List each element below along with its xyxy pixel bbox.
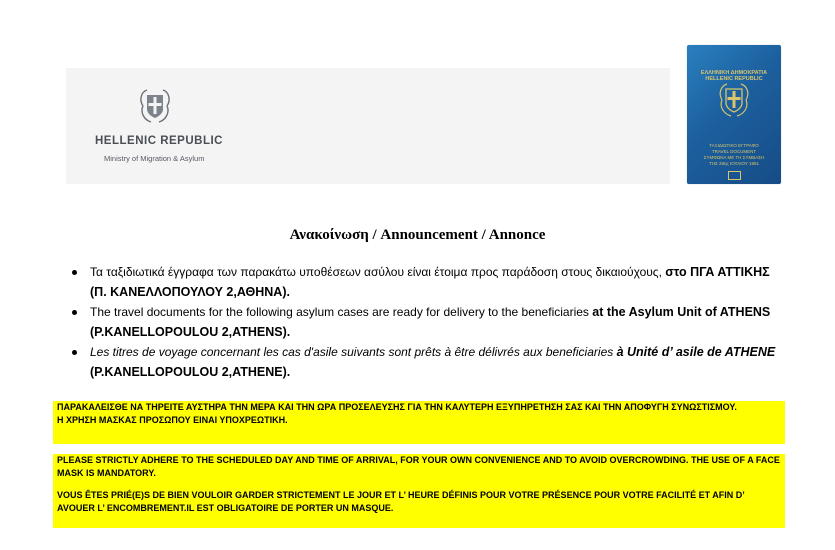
list-item-french xyxy=(72,343,782,382)
biometric-chip-icon xyxy=(728,171,741,180)
greek-coat-of-arms-icon xyxy=(135,86,175,126)
announcement-list xyxy=(72,263,782,383)
list-item-english xyxy=(72,303,782,342)
passport-text: ΤΗΣ 28ης ΙΟΥΛΙΟΥ 1951 xyxy=(708,161,760,166)
announcement-title: Ανακοίνωση / Announcement / Annonce xyxy=(289,227,546,243)
passport-text: TRAVEL DOCUMENT xyxy=(711,149,757,154)
passport-emblem-icon xyxy=(714,80,754,120)
greek-location: στο ΠΓΑ ΑΤΤΙΚΗΣ (Π. ΚΑΝΕΛΛΟΠΟΥΛΟΥ 2,ΑΘΗΝΑ). xyxy=(90,265,770,299)
passport-text: ΤΑΞΙΔΙΩΤΙΚΟ ΕΓΓΡΑΦΟ xyxy=(709,143,759,148)
english-french-notice xyxy=(53,454,785,528)
bullet-icon xyxy=(72,310,77,315)
passport-image xyxy=(687,45,781,184)
passport-text: ΣΥΜΦΩΝΑ ΜΕ ΤΗ ΣΥΜΒΑΣΗ xyxy=(703,155,765,160)
french-notice: VOUS ÊTES PRIÉ(E)S DE BIEN VOULOIR GARDER STRICTEMENT LE JOUR ET L’ HEURE DÉFINIS POUR VOTRE PRÉSENCE POUR VOTRE FACILITÉ ET AFIN D’ AVOUER L’ ENCOMBREMENT.IL EST OBLIGATOIRE DE PORTER UN MASQUE. xyxy=(57,490,745,513)
french-text: Les titres de voyage concernant les cas d'asile suivants sont prêts à être délivrés aux beneficiaries xyxy=(90,345,617,359)
english-text: The travel documents for the following asylum cases are ready for delivery to the beneficiaries xyxy=(90,305,593,319)
bullet-icon xyxy=(72,350,77,355)
greek-text: Τα ταξιδιωτικά έγγραφα των παρακάτω υποθέσεων ασύλου είναι έτοιμα προς παράδοση στους δικαιούχους, xyxy=(90,265,666,279)
greek-notice-line: ΠΑΡΑΚΑΛΕΙΣΘΕ ΝΑ ΤΗΡΕΙΤΕ ΑΥΣΤΗΡΑ ΤΗΝ ΜΕΡΑ ΚΑΙ ΤΗΝ ΩΡΑ ΠΡΟΣΕΛΕΥΣΗΣ ΓΙΑ ΤΗΝ ΚΑΛΥΤΕΡΗ ΕΞΥΠΗΡΕΤΗΣΗ ΣΑΣ ΚΑΙ ΤΗΝ ΑΠΟΦΥΓΗ ΣΥΝΩΣΤΙΣΜΟΥ. xyxy=(57,402,737,412)
french-address: (P.KANELLOPOULOU 2,ATHENE). xyxy=(90,364,291,379)
english-location: at the Asylum Unit of ATHENS (P.KANELLOPOULOU 2,ATHENS). xyxy=(90,305,771,339)
ministry-subtitle: Ministry of Migration & Asylum xyxy=(104,154,205,163)
greek-notice xyxy=(53,401,785,444)
list-item-greek xyxy=(72,263,782,302)
english-notice: PLEASE STRICTLY ADHERE TO THE SCHEDULED DAY AND TIME OF ARRIVAL, FOR YOUR OWN CONVENIENCE AND TO AVOID OVERCROWDING. THE USE OF A FACE MASK IS MANDATORY. xyxy=(57,455,780,478)
greek-notice-line: Η ΧΡΗΣΗ ΜΑΣΚΑΣ ΠΡΟΣΩΠΟΥ ΕΙΝΑΙ ΥΠΟΧΡΕΩΤΙΚΗ. xyxy=(57,415,288,425)
passport-text: HELLENIC REPUBLIC xyxy=(705,76,763,82)
french-location: à Unité d’ asile de ATHENE xyxy=(616,345,776,359)
bullet-icon xyxy=(72,270,77,275)
passport-text: ΕΛΛΗΝΙΚΗ ΔΗΜΟΚΡΑΤΙΑ xyxy=(700,70,768,76)
republic-title: HELLENIC REPUBLIC xyxy=(95,135,223,147)
